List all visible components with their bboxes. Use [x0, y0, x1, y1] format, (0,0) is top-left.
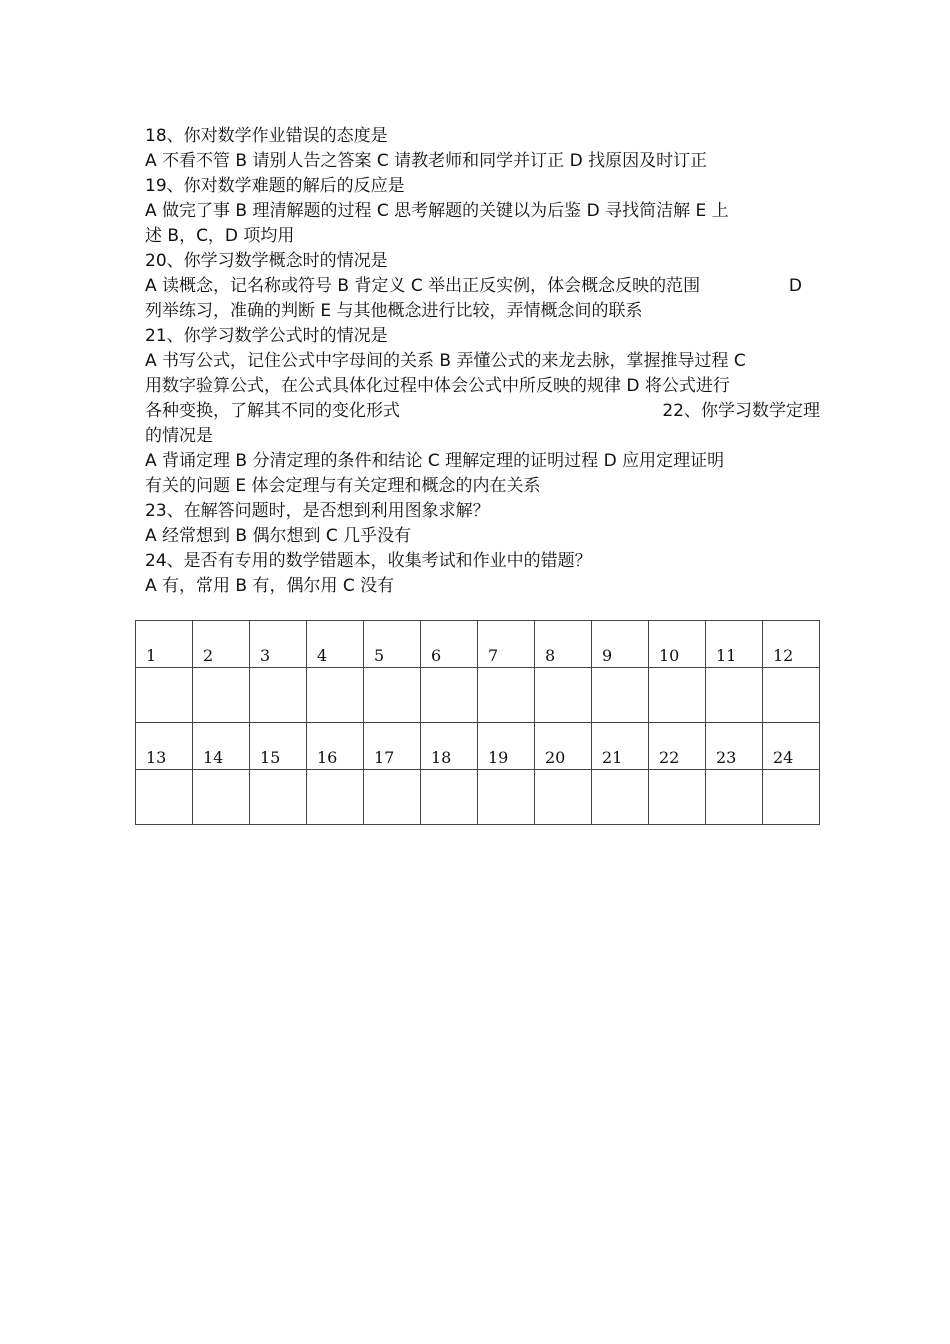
answer-blank-cell[interactable] — [193, 770, 250, 825]
survey-questions — [145, 124, 820, 599]
answer-number-cell: 2 — [193, 621, 250, 668]
answer-number-cell: 1 — [136, 621, 193, 668]
answer-number-cell: 4 — [307, 621, 364, 668]
question-18-options: A 不看不管 B 请别人告之答案 C 请教老师和同学并订正 D 找原因及时订正 — [145, 151, 708, 171]
question-23-options: A 经常想到 B 偶尔想到 C 几乎没有 — [145, 526, 412, 546]
question-20-options — [145, 274, 820, 299]
question-21-title: 21、你学习数学公式时的情况是 — [145, 326, 388, 346]
answer-number-cell: 5 — [364, 621, 421, 668]
question-18-title: 18、你对数学作业错误的态度是 — [145, 126, 388, 146]
question-20-option-d-label: D — [788, 276, 802, 296]
question-21-options-end — [145, 399, 820, 424]
question-22-options-cont: 有关的问题 E 体会定理与有关定理和概念的内在关系 — [145, 476, 541, 496]
answer-number-cell: 12 — [763, 621, 820, 668]
question-22-options: A 背诵定理 B 分清定理的条件和结论 C 理解定理的证明过程 D 应用定理证明 — [145, 451, 725, 471]
question-20-options-cont: 列举练习，准确的判断 E 与其他概念进行比较，弄情概念间的联系 — [145, 301, 643, 321]
answer-blank-cell[interactable] — [478, 668, 535, 723]
question-23-title: 23、在解答问题时，是否想到利用图象求解？ — [145, 501, 490, 521]
answer-blank-row-2 — [136, 770, 820, 825]
question-22-title-start: 22、你学习数学定理 — [662, 401, 820, 421]
answer-number-cell: 14 — [193, 723, 250, 770]
question-19-options: A 做完了事 B 理清解题的过程 C 思考解题的关键以为后鉴 D 寻找简洁解 E 上 — [145, 201, 729, 221]
question-19-title: 19、你对数学难题的解后的反应是 — [145, 176, 405, 196]
answer-blank-cell[interactable] — [649, 770, 706, 825]
answer-number-cell: 23 — [706, 723, 763, 770]
answer-blank-row-1 — [136, 668, 820, 723]
question-21-options: A 书写公式，记住公式中字母间的关系 B 弄懂公式的来龙去脉，掌握推导过程 C — [145, 351, 746, 371]
answer-blank-cell[interactable] — [649, 668, 706, 723]
answer-blank-cell[interactable] — [136, 770, 193, 825]
answer-blank-cell[interactable] — [478, 770, 535, 825]
answer-number-cell: 21 — [592, 723, 649, 770]
answer-number-cell: 11 — [706, 621, 763, 668]
answer-number-cell: 16 — [307, 723, 364, 770]
question-24-options: A 有，常用 B 有，偶尔用 C 没有 — [145, 576, 395, 596]
answer-number-cell: 19 — [478, 723, 535, 770]
answer-blank-cell[interactable] — [136, 668, 193, 723]
question-21-options-cont: 用数字验算公式，在公式具体化过程中体会公式中所反映的规律 D 将公式进行 — [145, 376, 730, 396]
answer-number-cell: 20 — [535, 723, 592, 770]
question-22-title-end: 的情况是 — [145, 426, 213, 446]
answer-blank-cell[interactable] — [592, 770, 649, 825]
answer-number-cell: 13 — [136, 723, 193, 770]
answer-number-cell: 10 — [649, 621, 706, 668]
answer-blank-cell[interactable] — [706, 770, 763, 825]
answer-blank-cell[interactable] — [706, 668, 763, 723]
answer-blank-cell[interactable] — [307, 668, 364, 723]
answer-blank-cell[interactable] — [535, 668, 592, 723]
question-20-title: 20、你学习数学概念时的情况是 — [145, 251, 388, 271]
answer-blank-cell[interactable] — [250, 770, 307, 825]
answer-number-cell: 3 — [250, 621, 307, 668]
answer-number-cell: 7 — [478, 621, 535, 668]
question-24-title: 24、是否有专用的数学错题本，收集考试和作业中的错题？ — [145, 551, 592, 571]
answer-blank-cell[interactable] — [250, 668, 307, 723]
answer-blank-cell[interactable] — [592, 668, 649, 723]
answer-number-cell: 6 — [421, 621, 478, 668]
answer-number-cell: 24 — [763, 723, 820, 770]
question-20-options-text: A 读概念，记名称或符号 B 背定义 C 举出正反实例，体会概念反映的范围 — [145, 276, 701, 296]
answer-number-cell: 8 — [535, 621, 592, 668]
answer-blank-cell[interactable] — [421, 668, 478, 723]
answer-number-row-1 — [136, 621, 820, 668]
answer-number-cell: 17 — [364, 723, 421, 770]
answer-number-cell: 18 — [421, 723, 478, 770]
answer-table — [135, 620, 820, 825]
answer-blank-cell[interactable] — [763, 770, 820, 825]
answer-number-cell: 22 — [649, 723, 706, 770]
answer-blank-cell[interactable] — [535, 770, 592, 825]
answer-number-cell: 15 — [250, 723, 307, 770]
answer-blank-cell[interactable] — [193, 668, 250, 723]
answer-number-cell: 9 — [592, 621, 649, 668]
answer-blank-cell[interactable] — [763, 668, 820, 723]
question-21-options-last: 各种变换，了解其不同的变化形式 — [145, 401, 400, 421]
answer-blank-cell[interactable] — [364, 770, 421, 825]
answer-blank-cell[interactable] — [421, 770, 478, 825]
answer-blank-cell[interactable] — [364, 668, 421, 723]
answer-blank-cell[interactable] — [307, 770, 364, 825]
question-19-options-cont: 述 B，C，D 项均用 — [145, 226, 295, 246]
answer-number-row-2 — [136, 723, 820, 770]
